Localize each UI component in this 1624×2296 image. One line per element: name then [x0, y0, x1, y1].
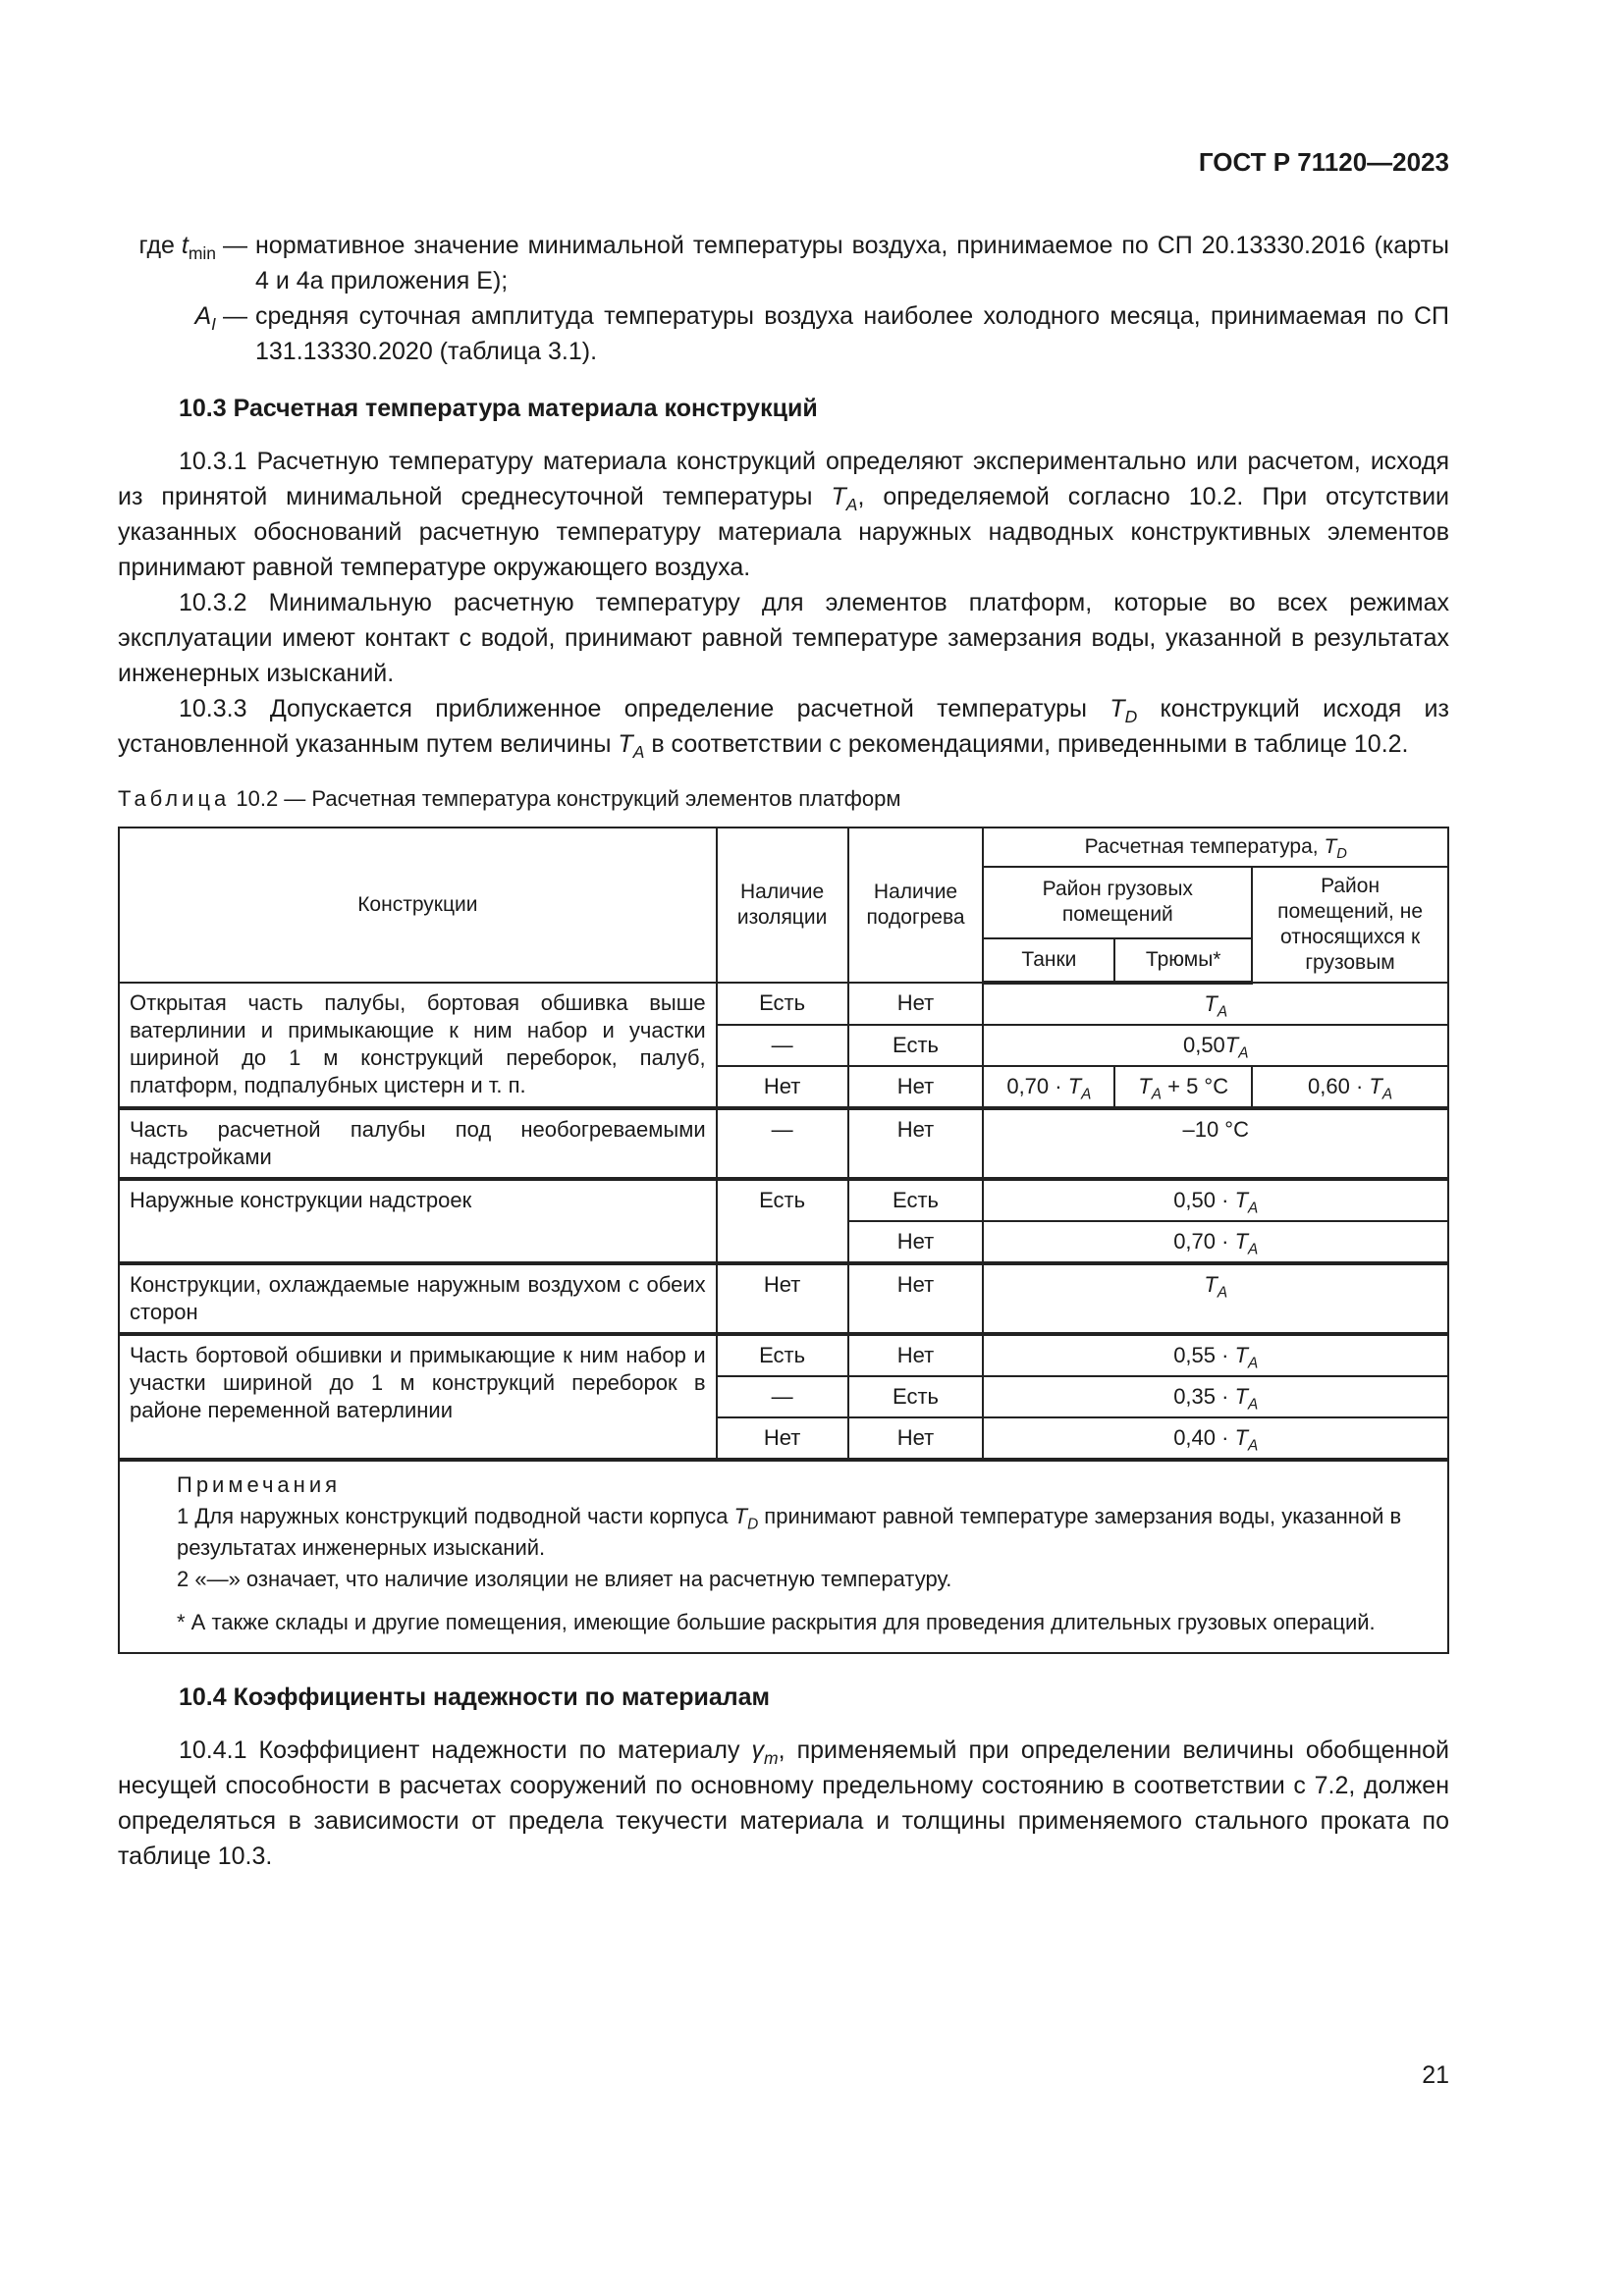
def-term-ai: $A_I$ — [194, 302, 247, 334]
cell-heating: Нет [848, 1221, 984, 1263]
table-row [119, 1179, 1448, 1221]
header-design-temp: Расчетная температура, $T_D$ [983, 828, 1448, 867]
page-number: 21 [1422, 2061, 1449, 2089]
row-desc-air-cooled: Конструкции, охлаждаемые наружным воздухом с обеих сторон [119, 1263, 717, 1334]
cell-insulation: Есть [717, 1334, 848, 1376]
header-cargo-area: Район грузовых помещений [983, 867, 1252, 938]
cell-heating: Нет [848, 1263, 984, 1334]
table-notes-row [119, 1460, 1448, 1653]
cell-heating: Нет [848, 1108, 984, 1179]
table-row [119, 983, 1448, 1025]
row-desc-open-deck: Открытая часть палубы, бортовая обшивка выше ватерлинии и примыкающие к ним набор и участки шириной до 1 м конструкций переборок, палуб, платформ, подпалубных цистерн и т. п. [119, 983, 717, 1108]
cell-insulation: Нет [717, 1417, 848, 1460]
table-row [119, 1108, 1448, 1179]
table-caption: Таблица 10.2 — Расчетная температура конструкций элементов платформ [118, 786, 901, 811]
paragraph-10-4-1: 10.4.1 Коэффициент надежности по материалу $\gamma_m$, применяемый при определении величины обобщенной несущей способности в расчетах сооружений по основному предельному состоянию в соответствии с 7.2, должен определяться в зависимости от предела текучести материала и толщины применяемого стального проката по таблице 10.3. [118, 1736, 1449, 1870]
cell-temp: $0,70 \cdot T_A$ [983, 1221, 1448, 1263]
temperature-table [118, 827, 1449, 1654]
cell-temp: $0,35 \cdot T_A$ [983, 1376, 1448, 1417]
definitions-list [118, 228, 1449, 369]
row-desc-superstructure: Наружные конструкции надстроек [119, 1179, 717, 1263]
header-non-cargo-area: Район помещений, не относящихся к грузовым [1252, 867, 1448, 983]
cell-insulation: Нет [717, 1066, 848, 1108]
cell-insulation: — [717, 1025, 848, 1066]
cell-heating: Нет [848, 983, 984, 1025]
header-tanks: Танки [983, 938, 1114, 983]
table-row [119, 1334, 1448, 1376]
doc-header: ГОСТ Р 71120—2023 [1198, 147, 1449, 177]
row-desc-waterline: Часть бортовой обшивки и примыкающие к ним набор и участки шириной до 1 м конструкций переборок в районе переменной ватерлинии [119, 1334, 717, 1460]
table-notes [119, 1460, 1448, 1653]
cell-temp: –10 °C [983, 1108, 1448, 1179]
table-footnote: * А также склады и другие помещения, имеющие большие раскрытия для проведения длительных грузовых операций. [177, 1610, 1376, 1634]
cell-insulation: Нет [717, 1263, 848, 1334]
cell-insulation: Есть [717, 983, 848, 1025]
note-1: 1 Для наружных конструкций подводной части корпуса $T_D$ принимают равной температуре замерзания воды, указанной в результатах инженерных изысканий. [177, 1504, 1402, 1560]
page-content [118, 228, 1449, 1874]
cell-temp: $0,40 \cdot T_A$ [983, 1417, 1448, 1460]
paragraph-10-3-2: 10.3.2 Минимальную расчетную температуру для элементов платформ, которые во всех режимах эксплуатации имеют контакт с водой, принимают равной температуре замерзания воды, указанной в результатах инженерных изысканий. [118, 589, 1449, 687]
cell-temp: $T_A$ [983, 1263, 1448, 1334]
paragraph-10-3-3: 10.3.3 Допускается приближенное определение расчетной температуры $T_D$ конструкций исходя из установленной указанным путем величины $T_A$ в соответствии с рекомендациями, приведенными в таблице 10.2. [118, 695, 1449, 762]
def-text-tmin: нормативное значение минимальной температуры воздуха, принимаемое по СП 20.13330.2016 (карты 4 и 4а приложения Е); [255, 232, 1449, 294]
cell-temp-holds: $T_A + 5$ °C [1114, 1066, 1252, 1108]
cell-temp: $T_A$ [983, 983, 1448, 1025]
paragraph-10-3-1: 10.3.1 Расчетную температуру материала конструкций определяют экспериментально или расчетом, исходя из принятой минимальной среднесуточной температуры $T_A$, определяемой согласно 10.2. При отсутствии указанных обоснований расчетную температуру материала наружных надводных конструктивных элементов принимают равной температуре окружающего воздуха. [118, 448, 1449, 581]
cell-heating: Есть [848, 1025, 984, 1066]
notes-title: Примечания [177, 1472, 342, 1497]
note-2: 2 «—» означает, что наличие изоляции не влияет на расчетную температуру. [177, 1567, 952, 1591]
cell-insulation: — [717, 1376, 848, 1417]
cell-temp: $0,50T_A$ [983, 1025, 1448, 1066]
header-holds: Трюмы* [1114, 938, 1252, 983]
cell-temp-other: $0,60 \cdot T_A$ [1252, 1066, 1448, 1108]
header-heating: Наличие подогрева [848, 828, 984, 983]
cell-temp: $0,50 \cdot T_A$ [983, 1179, 1448, 1221]
row-desc-deck-under-superstructure: Часть расчетной палубы под необогреваемыми надстройками [119, 1108, 717, 1179]
table-row [119, 1263, 1448, 1334]
header-constructions: Конструкции [119, 828, 717, 983]
cell-insulation: Есть [717, 1179, 848, 1263]
def-term-tmin: где $t_{min}$ — [138, 232, 247, 263]
cell-heating: Нет [848, 1417, 984, 1460]
cell-heating: Нет [848, 1066, 984, 1108]
header-insulation: Наличие изоляции [717, 828, 848, 983]
cell-insulation: — [717, 1108, 848, 1179]
def-text-ai: средняя суточная амплитуда температуры воздуха наиболее холодного месяца, принимаемая по СП 131.13330.2020 (таблица 3.1). [255, 302, 1449, 365]
cell-heating: Есть [848, 1376, 984, 1417]
section-heading-10-3: 10.3 Расчетная температура материала конструкций [179, 395, 818, 422]
cell-temp-tanks: $0,70 \cdot T_A$ [983, 1066, 1114, 1108]
cell-heating: Есть [848, 1179, 984, 1221]
section-heading-10-4: 10.4 Коэффициенты надежности по материалам [179, 1683, 771, 1711]
cell-heating: Нет [848, 1334, 984, 1376]
cell-temp: $0,55 \cdot T_A$ [983, 1334, 1448, 1376]
